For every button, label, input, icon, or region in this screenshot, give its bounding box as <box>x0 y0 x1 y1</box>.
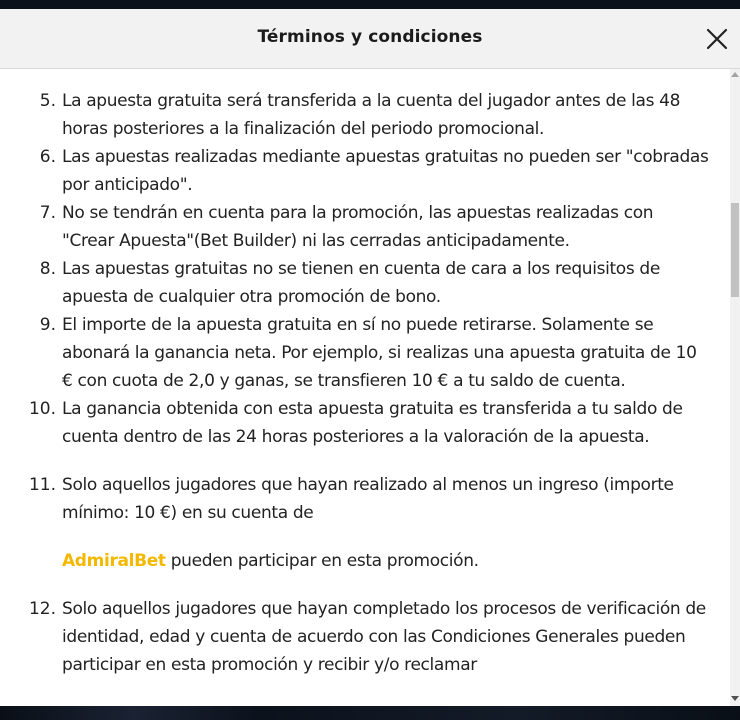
term-number: 5. <box>39 91 56 111</box>
term-text-suffix: pueden participar en esta promoción. <box>165 551 479 571</box>
term-item-9 <box>0 311 730 395</box>
term-item-12 <box>0 595 730 679</box>
term-item-11 <box>0 471 730 575</box>
terms-content <box>0 69 730 706</box>
term-text: La apuesta gratuita será transferida a la cuenta del jugador antes de las 48 horas posteriores a la finalización del periodo promocional. <box>62 91 681 139</box>
modal-title: Términos y condiciones <box>257 27 483 47</box>
term-item-6 <box>0 143 730 199</box>
scrollbar[interactable] <box>730 69 740 706</box>
term-item-8 <box>0 255 730 311</box>
backdrop-bottom <box>0 706 740 720</box>
close-button[interactable] <box>703 25 731 53</box>
term-number: 7. <box>39 203 56 223</box>
term-brand-line <box>62 547 710 575</box>
term-item-5 <box>0 87 730 143</box>
term-number: 8. <box>39 259 56 279</box>
term-number: 12. <box>28 599 56 619</box>
term-text: La ganancia obtenida con esta apuesta gratuita es transferida a tu saldo de cuenta dentro de las 24 horas posteriores a la valoración de la apuesta. <box>62 399 683 447</box>
term-number: 10. <box>28 399 56 419</box>
term-text: Solo aquellos jugadores que hayan realizado al menos un ingreso (importe mínimo: 10 €) en su cuenta de <box>62 475 674 523</box>
brand-name: AdmiralBet <box>62 551 166 571</box>
backdrop-top <box>0 0 740 9</box>
term-number: 9. <box>39 315 56 335</box>
close-icon <box>703 25 731 53</box>
modal-header <box>0 9 740 69</box>
term-number: 6. <box>39 147 56 167</box>
terms-modal <box>0 9 740 706</box>
term-item-10 <box>0 395 730 451</box>
term-number: 11. <box>28 475 56 495</box>
scroll-down-arrow-icon[interactable] <box>731 696 739 701</box>
term-text: El importe de la apuesta gratuita en sí no puede retirarse. Solamente se abonará la ganancia neta. Por ejemplo, si realizas una apuesta gratuita de 10 € con cuota de 2,0 y ganas, se transfieren 10 € a tu saldo de cuenta. <box>62 315 697 391</box>
scroll-up-arrow-icon[interactable] <box>731 72 739 77</box>
terms-list <box>0 87 730 679</box>
term-item-7 <box>0 199 730 255</box>
term-text: Las apuestas realizadas mediante apuestas gratuitas no pueden ser "cobradas por anticipado". <box>62 147 709 195</box>
scrollbar-thumb[interactable] <box>731 203 739 297</box>
term-text: Solo aquellos jugadores que hayan completado los procesos de verificación de identidad, edad y cuenta de acuerdo con las Condiciones Generales pueden participar en esta promoción y recibir y/o reclamar <box>62 599 706 675</box>
term-text: No se tendrán en cuenta para la promoción, las apuestas realizadas con "Crear Apuesta"(Bet Builder) ni las cerradas anticipadamente. <box>62 203 654 251</box>
term-text: Las apuestas gratuitas no se tienen en cuenta de cara a los requisitos de apuesta de cualquier otra promoción de bono. <box>62 259 660 307</box>
